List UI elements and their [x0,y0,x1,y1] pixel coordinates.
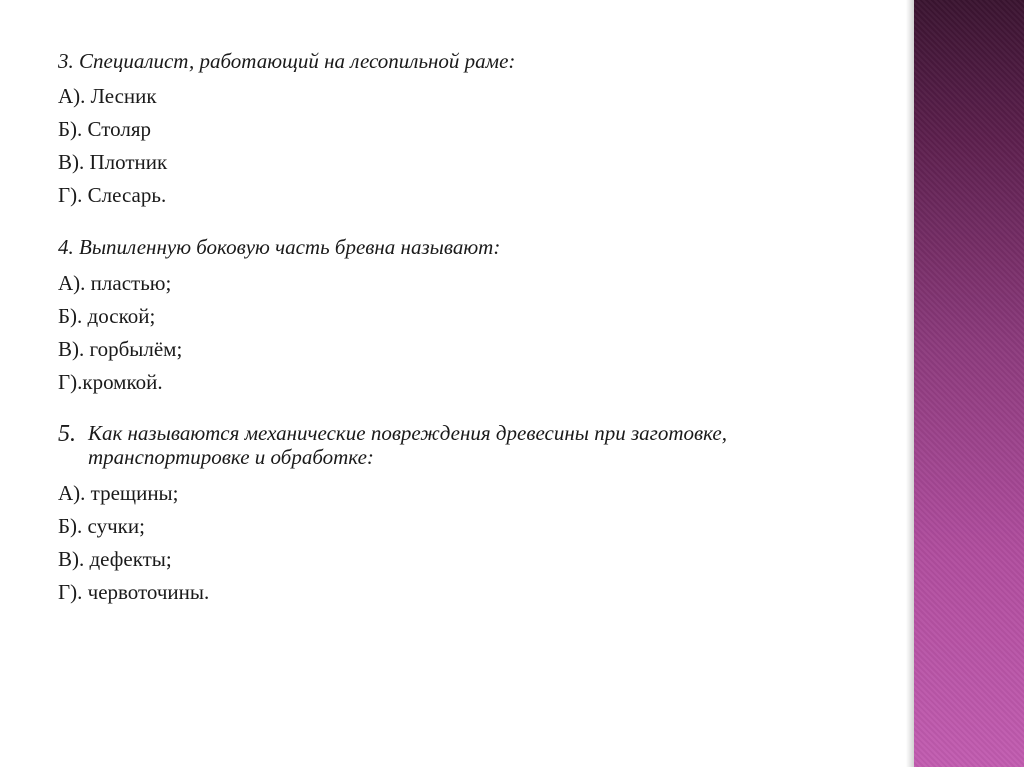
question-3-answer-a: А). Лесник [58,84,157,108]
question-block-5 [58,421,838,609]
question-4-answer-a: А). пластью; [58,271,172,295]
question-3-label: Специалист, работающий на лесопильной раме: [79,49,516,73]
sidebar-shadow [906,0,914,767]
question-block-3 [58,48,838,212]
question-4-label: Выпиленную боковую часть бревна называют: [79,235,501,259]
question-5-number: 5. [58,421,76,447]
question-5-answer-b: Б). сучки; [58,514,145,538]
question-5-answer-d: Г). червоточины. [58,580,210,604]
decorative-sidebar [914,0,1024,767]
question-4-answer-c: В). горбылём; [58,337,183,361]
quiz-content [58,48,838,609]
question-3-text [58,48,838,75]
question-5-text [58,421,838,469]
question-3-number: 3. [58,49,74,73]
question-4-answer-d: Г).кромкой. [58,370,163,394]
question-4-number: 4. [58,235,74,259]
question-4-answer-b: Б). доской; [58,304,156,328]
question-block-4 [58,234,838,399]
question-5-answer-a: А). трещины; [58,481,179,505]
question-3-answer-c: В). Плотник [58,150,168,174]
question-3-answer-d: Г). Слесарь. [58,183,167,207]
question-5-label: Как называются механические повреждения древесины при заготовке, транспортировке и обработке: [88,421,727,469]
question-5-answer-c: В). дефекты; [58,547,172,571]
question-3-answer-b: Б). Столяр [58,117,152,141]
question-4-text [58,234,838,261]
